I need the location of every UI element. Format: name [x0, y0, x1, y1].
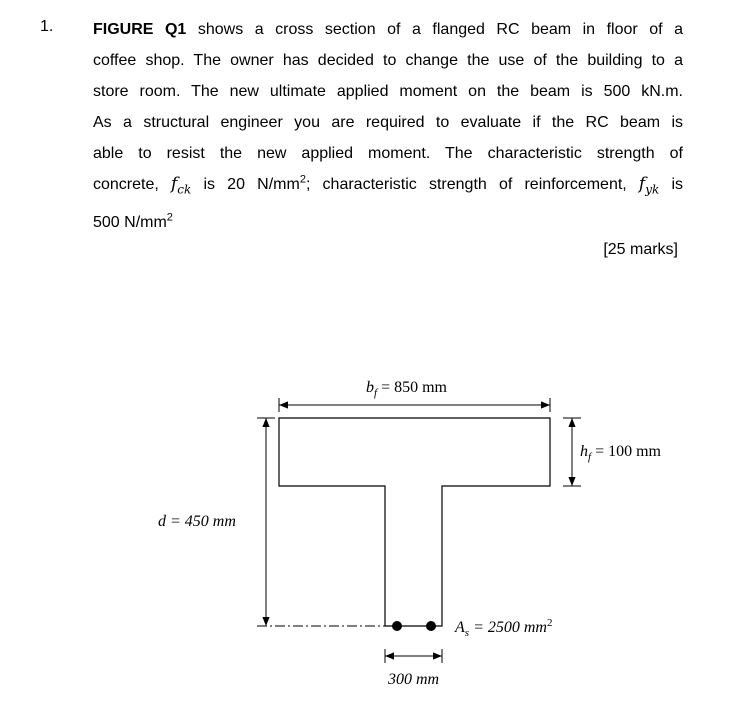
reinforcement-bar-right	[426, 621, 436, 631]
fyk-subscript: yk	[645, 182, 660, 197]
question-line-1-text: shows a cross section of a flanged RC beam in floor of a	[186, 21, 684, 38]
question-line-4: As a structural engineer you are required to evaluate if the RC beam is	[93, 114, 683, 131]
bf-label: $b_f = 850$ mm	[366, 379, 447, 399]
fyk-symbol-letter: f	[638, 174, 646, 194]
fck-symbol-letter: f	[170, 174, 178, 194]
line-6-suffix: is	[659, 176, 684, 193]
fck-value: is 20 N/mm	[191, 176, 300, 193]
fyk-unit-superscript: 2	[166, 212, 173, 225]
fck-subscript: ck	[177, 182, 192, 197]
figure-reference: FIGURE Q1	[93, 21, 187, 38]
web-width-label: 300 mm	[388, 671, 440, 688]
fck-unit-superscript: 2	[299, 173, 306, 186]
reinforcement-bar-left	[392, 621, 402, 631]
t-beam-outline	[279, 418, 550, 626]
fyk-value: 500 N/mm	[93, 214, 167, 232]
hf-label: $h_f = 100$ mm	[580, 443, 661, 463]
line-6-prefix: concrete,	[93, 176, 171, 193]
line-6-middle: ; characteristic strength of reinforcement,	[305, 176, 639, 193]
question-line-3: store room. The new ultimate applied moment on the beam is 500 kN.m.	[93, 83, 683, 100]
question-line-5: able to resist the new applied moment. The characteristic strength of	[93, 145, 683, 162]
question-number: 1.	[40, 18, 54, 35]
as-label: $A_s = 2500$ $mm^2$	[455, 617, 553, 639]
d-label: d = 450 mm	[158, 513, 236, 530]
marks-label: [25 marks]	[603, 241, 678, 258]
question-line-2: coffee shop. The owner has decided to change the use of the building to a	[93, 52, 683, 69]
